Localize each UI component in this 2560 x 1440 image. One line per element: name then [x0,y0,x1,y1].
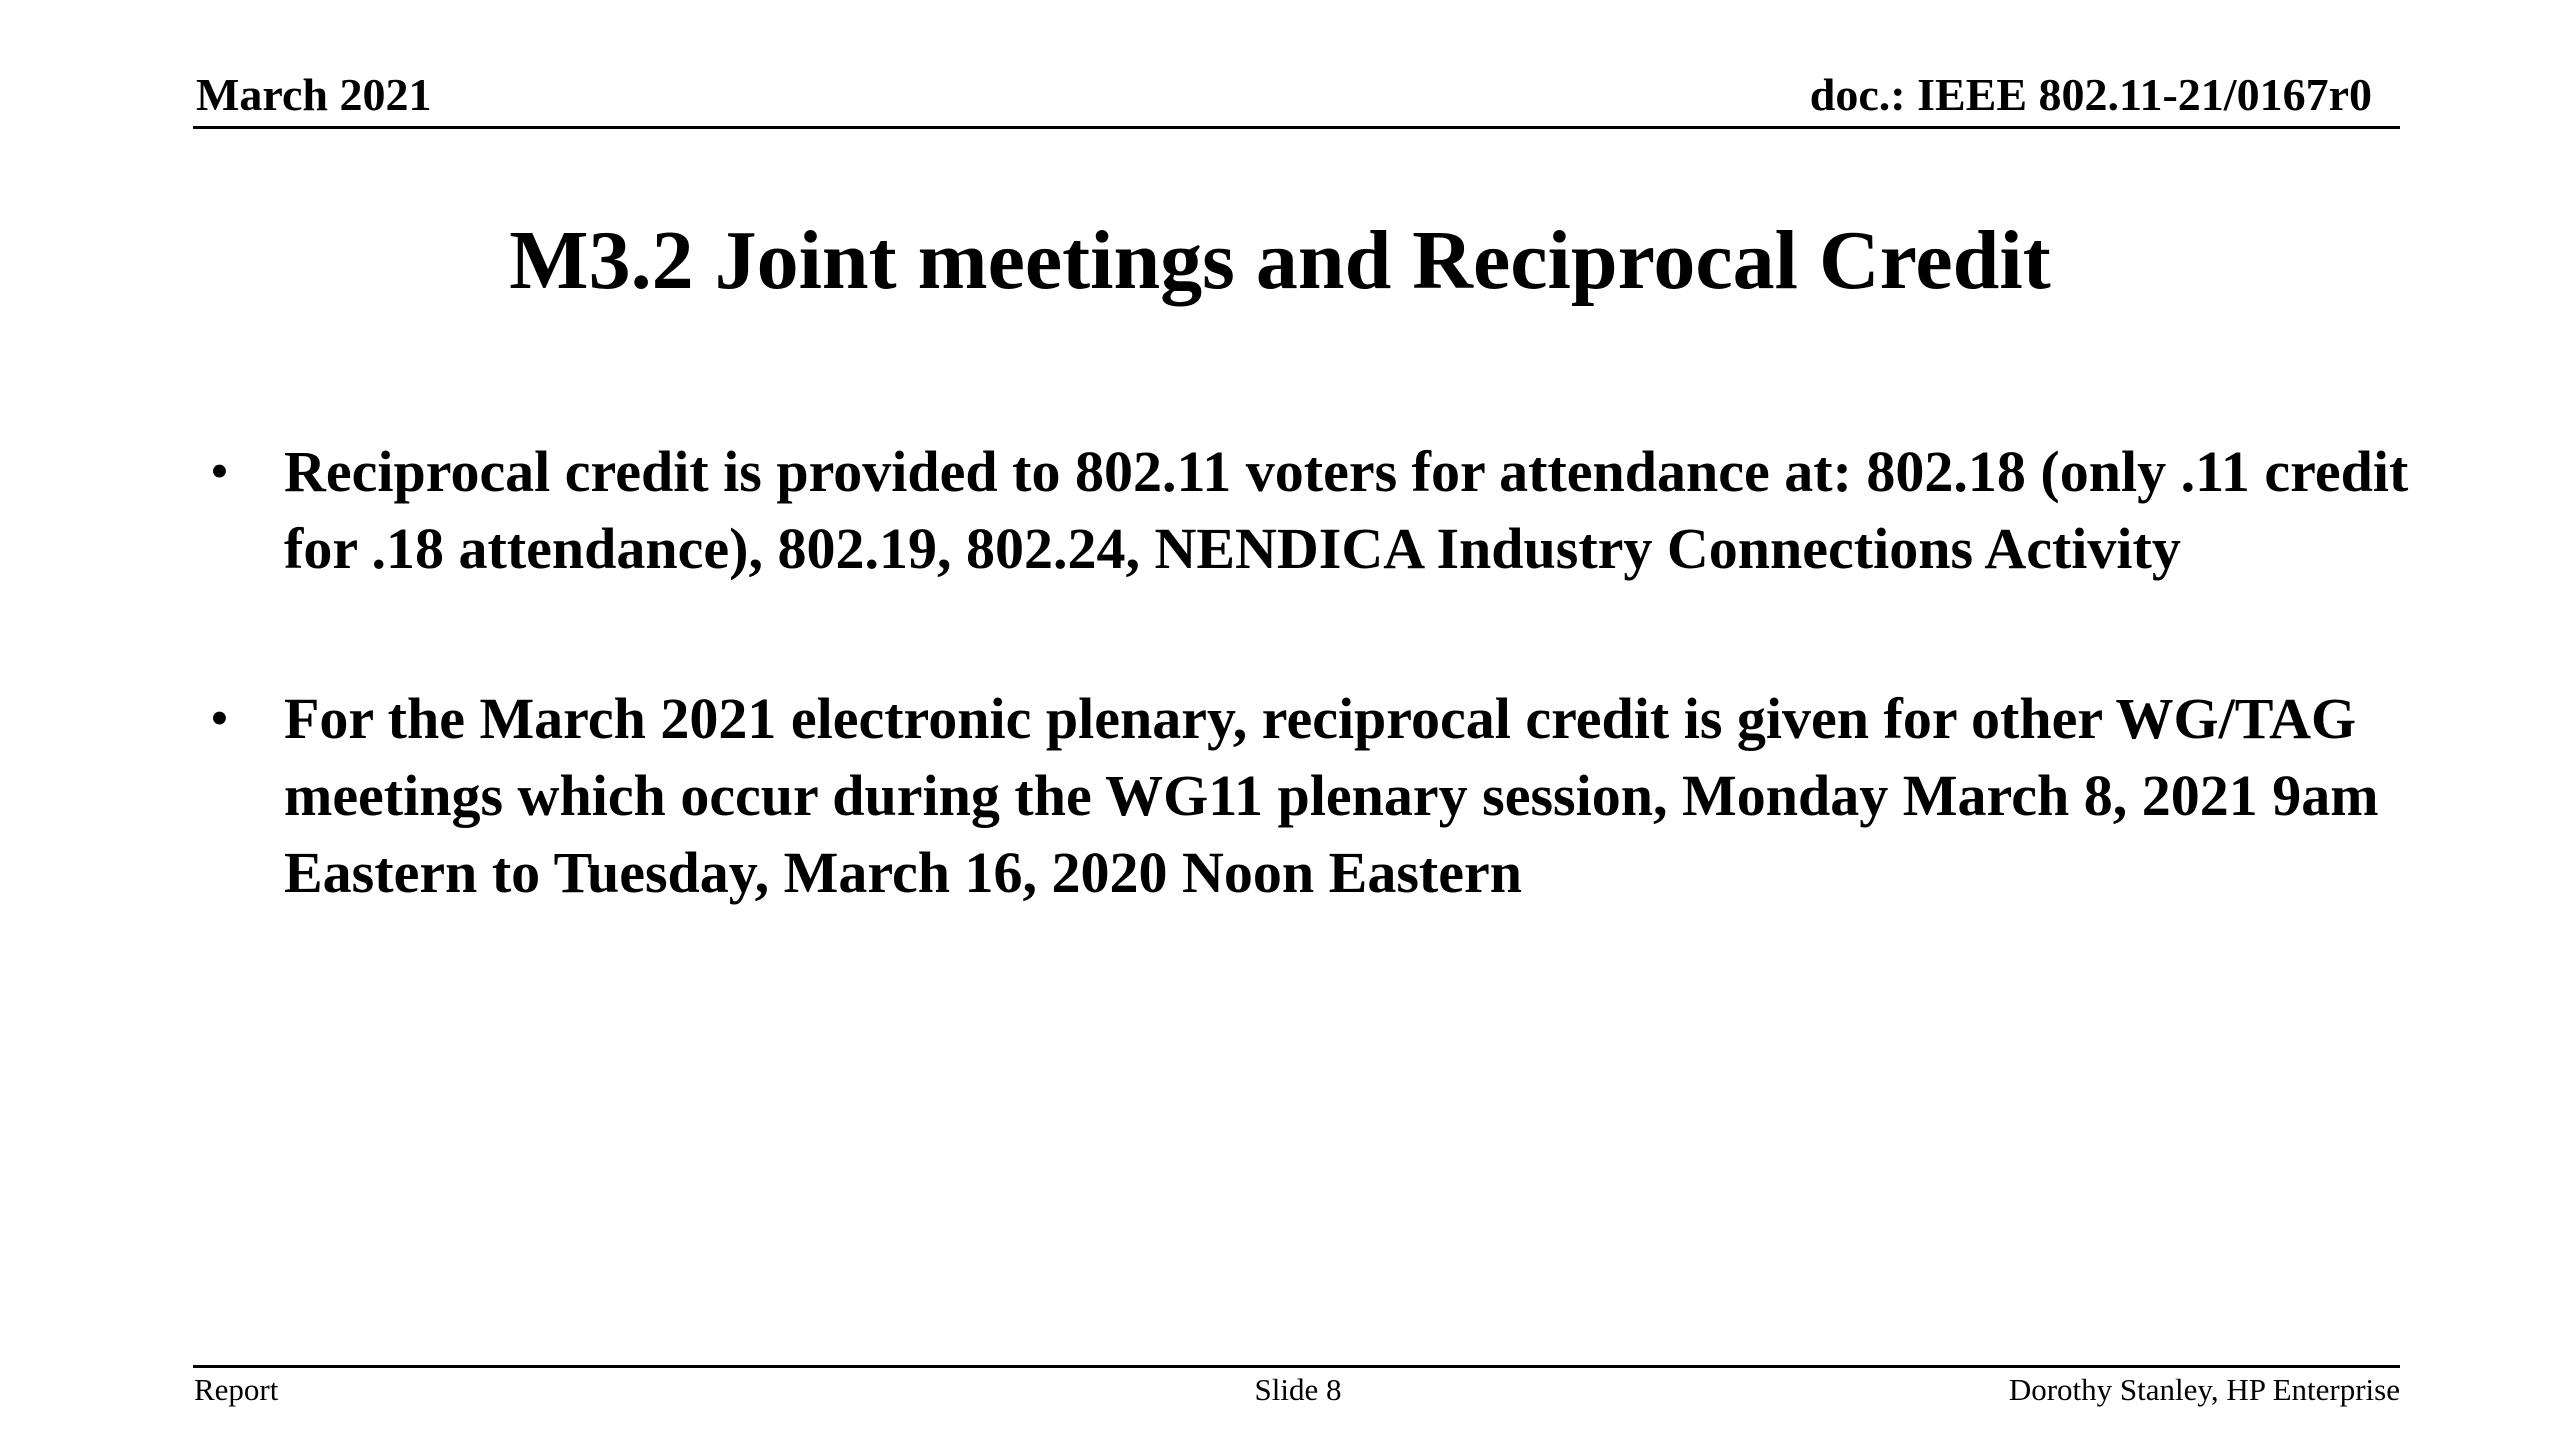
bullet-text: For the March 2021 electronic plenary, reciprocal credit is given for other WG/TAG meetings which occur during the WG11 plenary session, Monday March 8, 2021 9am Eastern to Tuesday, March 16, 2020 Noon Eastern [284,686,2379,905]
bullet-text: Reciprocal credit is provided to 802.11 voters for attendance at: 802.18 (only .11 credit for .18 attendance), 802.19, 802.24, NENDICA Industry Connections Activity [284,439,2409,581]
header-divider [193,126,2400,129]
footer-author: Dorothy Stanley, HP Enterprise [2008,1372,2400,1407]
header-date: March 2021 [196,69,432,120]
slide-title: M3.2 Joint meetings and Reciprocal Credit [509,214,2051,307]
bullet-list [210,433,2440,1004]
footer-label: Report [194,1372,279,1407]
bullet-icon: • [210,441,229,501]
footer-divider [193,1365,2400,1368]
bullet-item [210,433,2440,587]
bullet-item [210,680,2440,911]
header-doc-id: doc.: IEEE 802.11-21/0167r0 [1809,69,2372,120]
bullet-icon: • [210,688,229,748]
slide-number: Slide 8 [1254,1372,1342,1407]
